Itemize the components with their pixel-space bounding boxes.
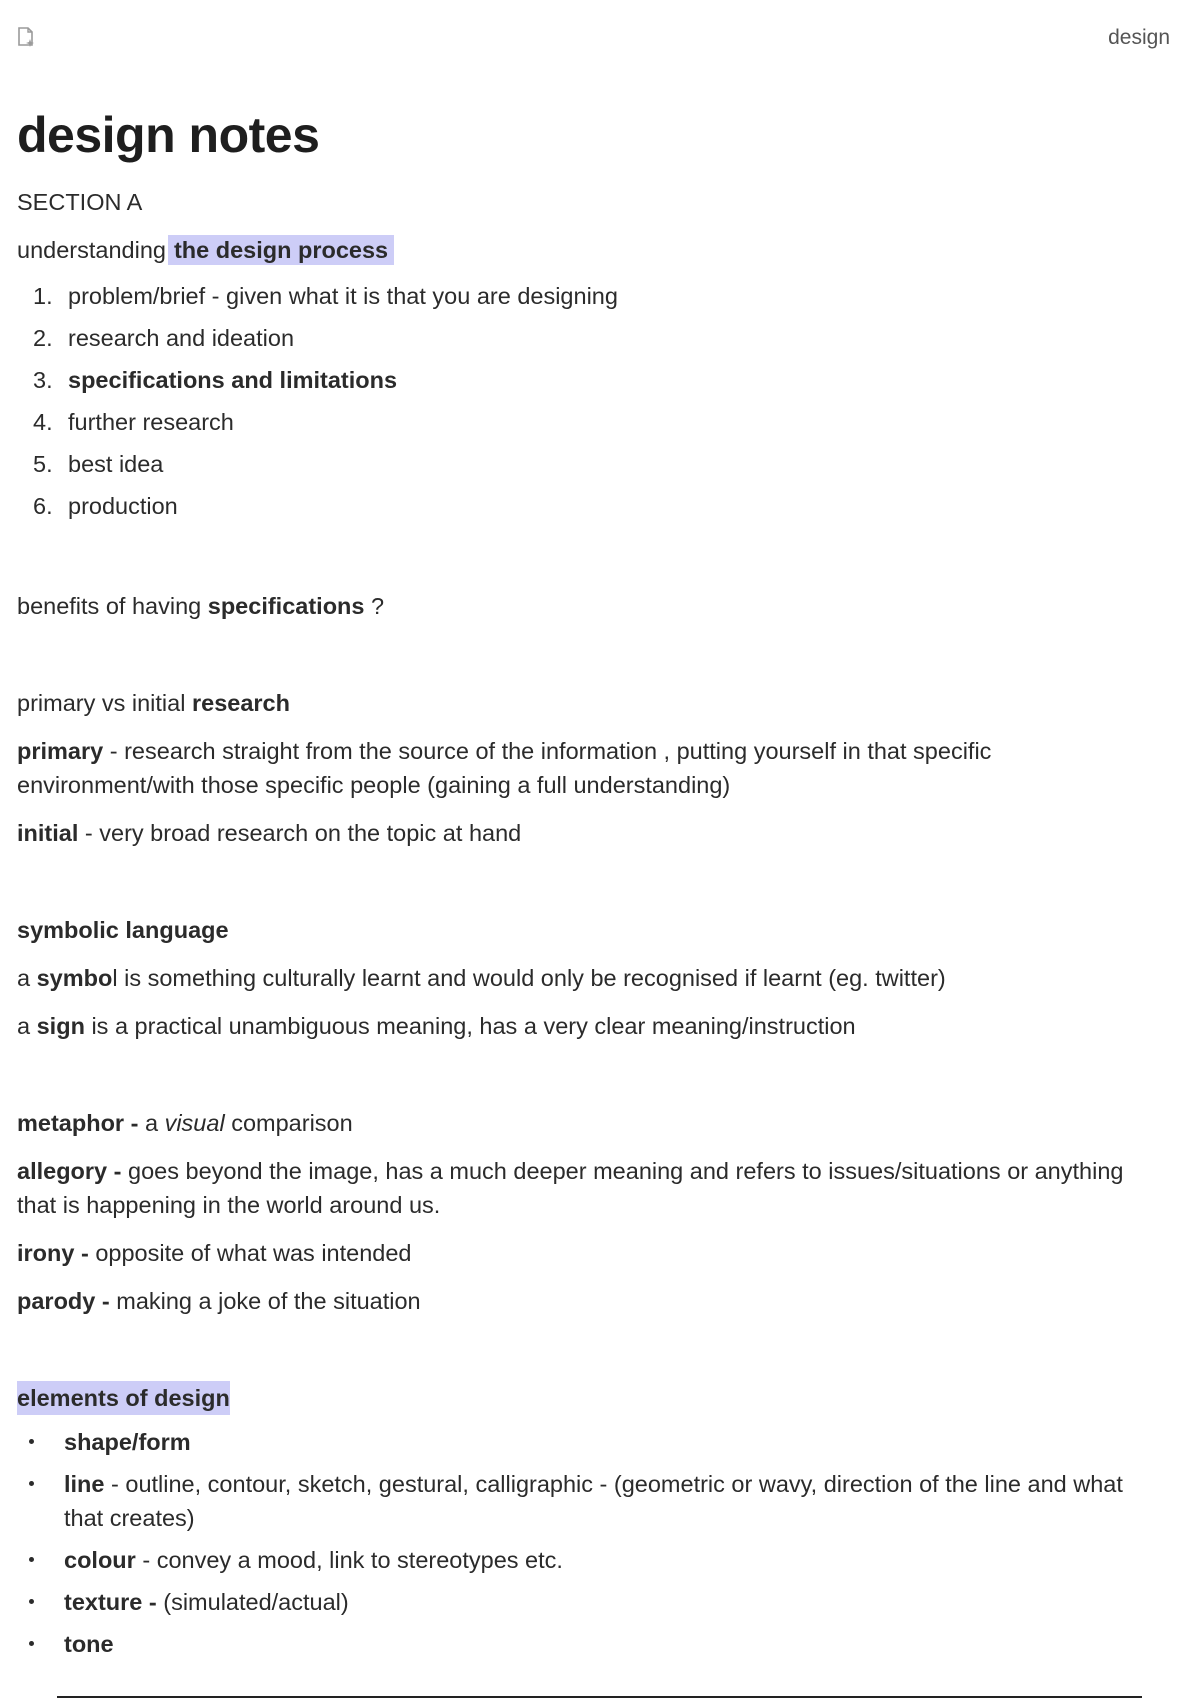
step-text: best idea — [68, 451, 164, 477]
symbol-a: a — [17, 965, 31, 991]
allegory-term: allegory - — [17, 1158, 122, 1184]
tag-label[interactable]: design — [1108, 26, 1170, 49]
irony-definition — [17, 1236, 1147, 1270]
list-item — [17, 1627, 1147, 1661]
step-text: production — [68, 493, 178, 519]
research-heading — [17, 686, 1147, 720]
metaphor-definition — [17, 1106, 1147, 1140]
element-term: texture - — [64, 1589, 157, 1615]
highlight-design-process: the design process — [168, 235, 394, 265]
sign-definition — [17, 1009, 1147, 1043]
list-item — [17, 359, 1147, 401]
element-term: line — [64, 1471, 105, 1497]
list-item — [17, 1467, 1147, 1535]
step-text: research and ideation — [68, 325, 295, 351]
step-text: specifications and limitations — [68, 367, 398, 393]
symbol-definition — [17, 961, 1147, 995]
page-title: design notes — [17, 107, 320, 163]
bullet-icon — [29, 1557, 34, 1562]
process-intro-text: understanding — [17, 237, 166, 263]
bullet-icon — [29, 1481, 34, 1486]
step-number: 2. — [33, 325, 53, 351]
benefits-post: ? — [371, 593, 385, 619]
step-number: 6. — [33, 493, 53, 519]
process-steps-list — [17, 275, 1147, 527]
irony-text: opposite of what was intended — [95, 1240, 412, 1266]
element-term: tone — [64, 1631, 114, 1657]
list-item — [17, 1425, 1147, 1459]
element-text: - convey a mood, link to stereotypes etc. — [142, 1547, 563, 1573]
list-item — [17, 275, 1147, 317]
element-term: shape/form — [64, 1429, 191, 1455]
step-number: 4. — [33, 409, 53, 435]
list-item — [17, 1585, 1147, 1619]
elements-list — [17, 1425, 1147, 1661]
parody-definition — [17, 1284, 1147, 1318]
metaphor-term: metaphor - — [17, 1110, 139, 1136]
metaphor-pre: a — [144, 1110, 159, 1136]
benefits-question — [17, 589, 1147, 623]
top-bar — [0, 0, 1200, 70]
parody-term: parody - — [17, 1288, 110, 1314]
step-text: problem/brief - given what it is that you are designing — [68, 283, 618, 309]
metaphor-italic: visual — [164, 1110, 225, 1136]
elements-heading — [17, 1381, 1147, 1415]
document-icon[interactable] — [16, 26, 36, 48]
list-item — [17, 443, 1147, 485]
step-text: further research — [68, 409, 234, 435]
list-item — [17, 401, 1147, 443]
metaphor-post: comparison — [231, 1110, 353, 1136]
process-intro — [17, 233, 1147, 267]
element-text: - outline, contour, sketch, gestural, calligraphic - (geometric or wavy, direction of the line and what that creates) — [64, 1471, 1123, 1531]
step-number: 1. — [33, 283, 53, 309]
initial-text: - very broad research on the topic at hand — [84, 820, 522, 846]
element-text: (simulated/actual) — [163, 1589, 349, 1615]
symbolic-heading: symbolic language — [17, 917, 229, 943]
section-label: SECTION A — [17, 189, 143, 215]
sign-a: a — [17, 1013, 31, 1039]
research-heading-pre: primary vs initial — [17, 690, 186, 716]
divider — [57, 1696, 1142, 1698]
bullet-icon — [29, 1439, 34, 1444]
symbol-bold: symbo — [36, 965, 113, 991]
benefits-pre: benefits of having — [17, 593, 202, 619]
benefits-bold: specifications — [207, 593, 365, 619]
document-body — [17, 100, 1147, 1669]
irony-term: irony - — [17, 1240, 89, 1266]
list-item — [17, 317, 1147, 359]
parody-text: making a joke of the situation — [116, 1288, 421, 1314]
step-number: 3. — [33, 367, 53, 393]
sign-rest: is a practical unambiguous meaning, has a very clear meaning/instruction — [91, 1013, 856, 1039]
step-number: 5. — [33, 451, 53, 477]
initial-term: initial — [17, 820, 79, 846]
highlight-elements-of-design: elements of design — [17, 1381, 230, 1415]
initial-definition — [17, 816, 1147, 850]
list-item — [17, 1543, 1147, 1577]
bullet-icon — [29, 1641, 34, 1646]
primary-definition — [17, 734, 1147, 802]
allegory-definition — [17, 1154, 1147, 1222]
list-item — [17, 485, 1147, 527]
element-term: colour — [64, 1547, 136, 1573]
primary-term: primary — [17, 738, 104, 764]
symbol-rest: l is something culturally learnt and would only be recognised if learnt (eg. twitter) — [112, 965, 946, 991]
research-heading-bold: research — [191, 690, 290, 716]
sign-bold: sign — [36, 1013, 85, 1039]
primary-text: - research straight from the source of the information , putting yourself in that specific environment/with those specific people (gaining a full understanding) — [17, 738, 992, 798]
allegory-text: goes beyond the image, has a much deeper meaning and refers to issues/situations or anything that is happening in the world around us. — [17, 1158, 1124, 1218]
bullet-icon — [29, 1599, 34, 1604]
